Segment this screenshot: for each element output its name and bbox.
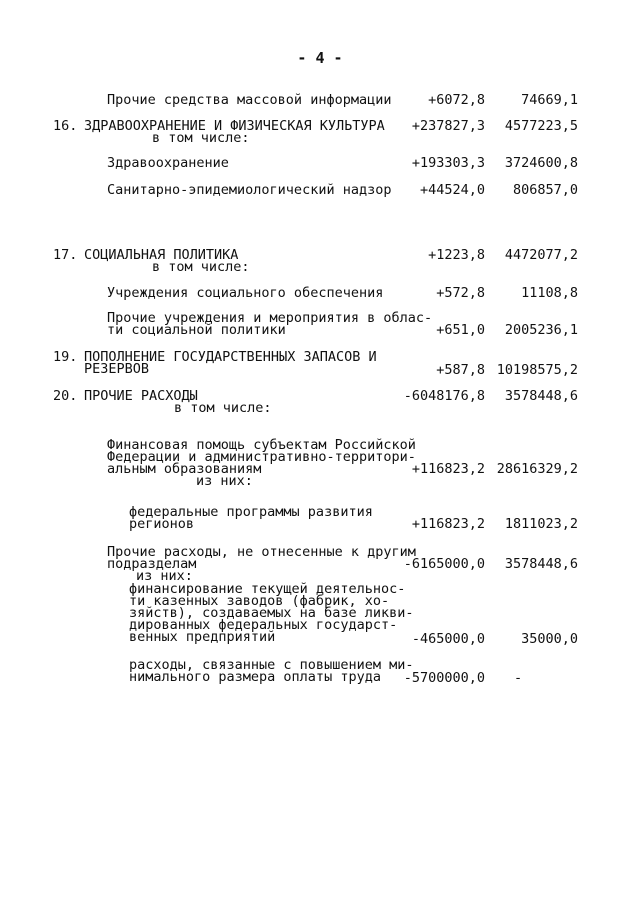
row-label-line-1: федеральные программы развития (129, 504, 373, 520)
row-total-value: 11108,8 (521, 285, 578, 301)
section-subtitle: в том числе: (152, 259, 250, 275)
row-label: Здравоохранение (107, 155, 229, 171)
row-label-line-1: Финансовая помощь субъектам Российской (107, 437, 416, 453)
section-number: 16. (53, 118, 78, 134)
row-label-line-1: финансирование текущей деятельнос- (129, 581, 406, 597)
row-label-line-4: из них: (196, 473, 253, 489)
row-total-value: 1811023,2 (504, 516, 578, 532)
section-total-value: 10198575,2 (496, 362, 578, 378)
row-change-value: +6072,8 (428, 92, 485, 108)
section-number: 20. (53, 388, 78, 404)
row-change-value: +572,8 (436, 285, 485, 301)
row-label-line-2: нимального размера оплаты труда (129, 669, 381, 685)
section-subtitle: в том числе: (174, 400, 272, 416)
row-label-line-4: дированных федеральных государст- (129, 617, 398, 633)
row-label-line-3: из них: (136, 568, 193, 584)
row-change-value: +116823,2 (411, 516, 485, 532)
row-change-value: -5700000,0 (403, 670, 485, 686)
row-label-line-2: Федерации и административно-территори- (107, 449, 416, 465)
section-title: ПРОЧИЕ РАСХОДЫ (84, 388, 198, 404)
row-label: Учреждения социального обеспечения (107, 285, 384, 301)
row-change-value: -465000,0 (411, 631, 485, 647)
section-subtitle: в том числе: (152, 130, 250, 146)
row-change-value: +44524,0 (419, 182, 485, 198)
row-label-line-1: расходы, связанные с повышением ми- (129, 657, 414, 673)
row-total-value: 2005236,1 (504, 322, 578, 338)
row-label-line-2: подразделам (107, 556, 197, 572)
section-total-value: 3578448,6 (504, 388, 578, 404)
row-label-line-3: альным образованиям (107, 461, 262, 477)
row-change-value: +116823,2 (411, 461, 485, 477)
section-number: 17. (53, 247, 78, 263)
section-change-value: +1223,8 (428, 247, 485, 263)
row-label-line-5: венных предприятий (129, 629, 276, 645)
row-total-value: 35000,0 (521, 631, 578, 647)
row-label-line-1: Прочие расходы, не отнесенные к другим (107, 544, 416, 560)
row-change-value: +651,0 (436, 322, 485, 338)
section-title-line-2: РЕЗЕРВОВ (84, 361, 150, 377)
row-label-line-2: ти социальной политики (107, 322, 286, 338)
row-change-value: +193303,3 (411, 155, 485, 171)
section-total-value: 4577223,5 (504, 118, 578, 134)
row-label-line-2: регионов (129, 516, 195, 532)
row-total-value: 806857,0 (512, 182, 578, 198)
row-total-value: 28616329,2 (496, 461, 578, 477)
row-label-line-3: зяйств), создаваемых на базе ликви- (129, 605, 414, 621)
row-label: Прочие средства массовой информации (107, 92, 392, 108)
row-label-line-1: Прочие учреждения и мероприятия в облас- (107, 310, 433, 326)
row-change-value: -6165000,0 (403, 556, 485, 572)
section-change-value: -6048176,8 (403, 388, 485, 404)
row-label: Санитарно-эпидемиологический надзор (107, 182, 392, 198)
row-total-value: 3578448,6 (504, 556, 578, 572)
section-title: СОЦИАЛЬНАЯ ПОЛИТИКА (84, 247, 239, 263)
row-total-value: 74669,1 (521, 92, 578, 108)
section-change-value: +237827,3 (411, 118, 485, 134)
section-title: ЗДРАВООХРАНЕНИЕ И ФИЗИЧЕСКАЯ КУЛЬТУРА (84, 118, 385, 134)
section-title-line-1: ПОПОЛНЕНИЕ ГОСУДАРСТВЕННЫХ ЗАПАСОВ И (84, 349, 377, 365)
section-total-value: 4472077,2 (504, 247, 578, 263)
section-change-value: +587,8 (436, 362, 485, 378)
row-label-line-2: ти казенных заводов (фабрик, хо- (129, 593, 390, 609)
row-total-value: 3724600,8 (504, 155, 578, 171)
section-number: 19. (53, 349, 78, 365)
row-total-value: - (514, 670, 523, 686)
page-number: - 4 - (297, 49, 343, 67)
